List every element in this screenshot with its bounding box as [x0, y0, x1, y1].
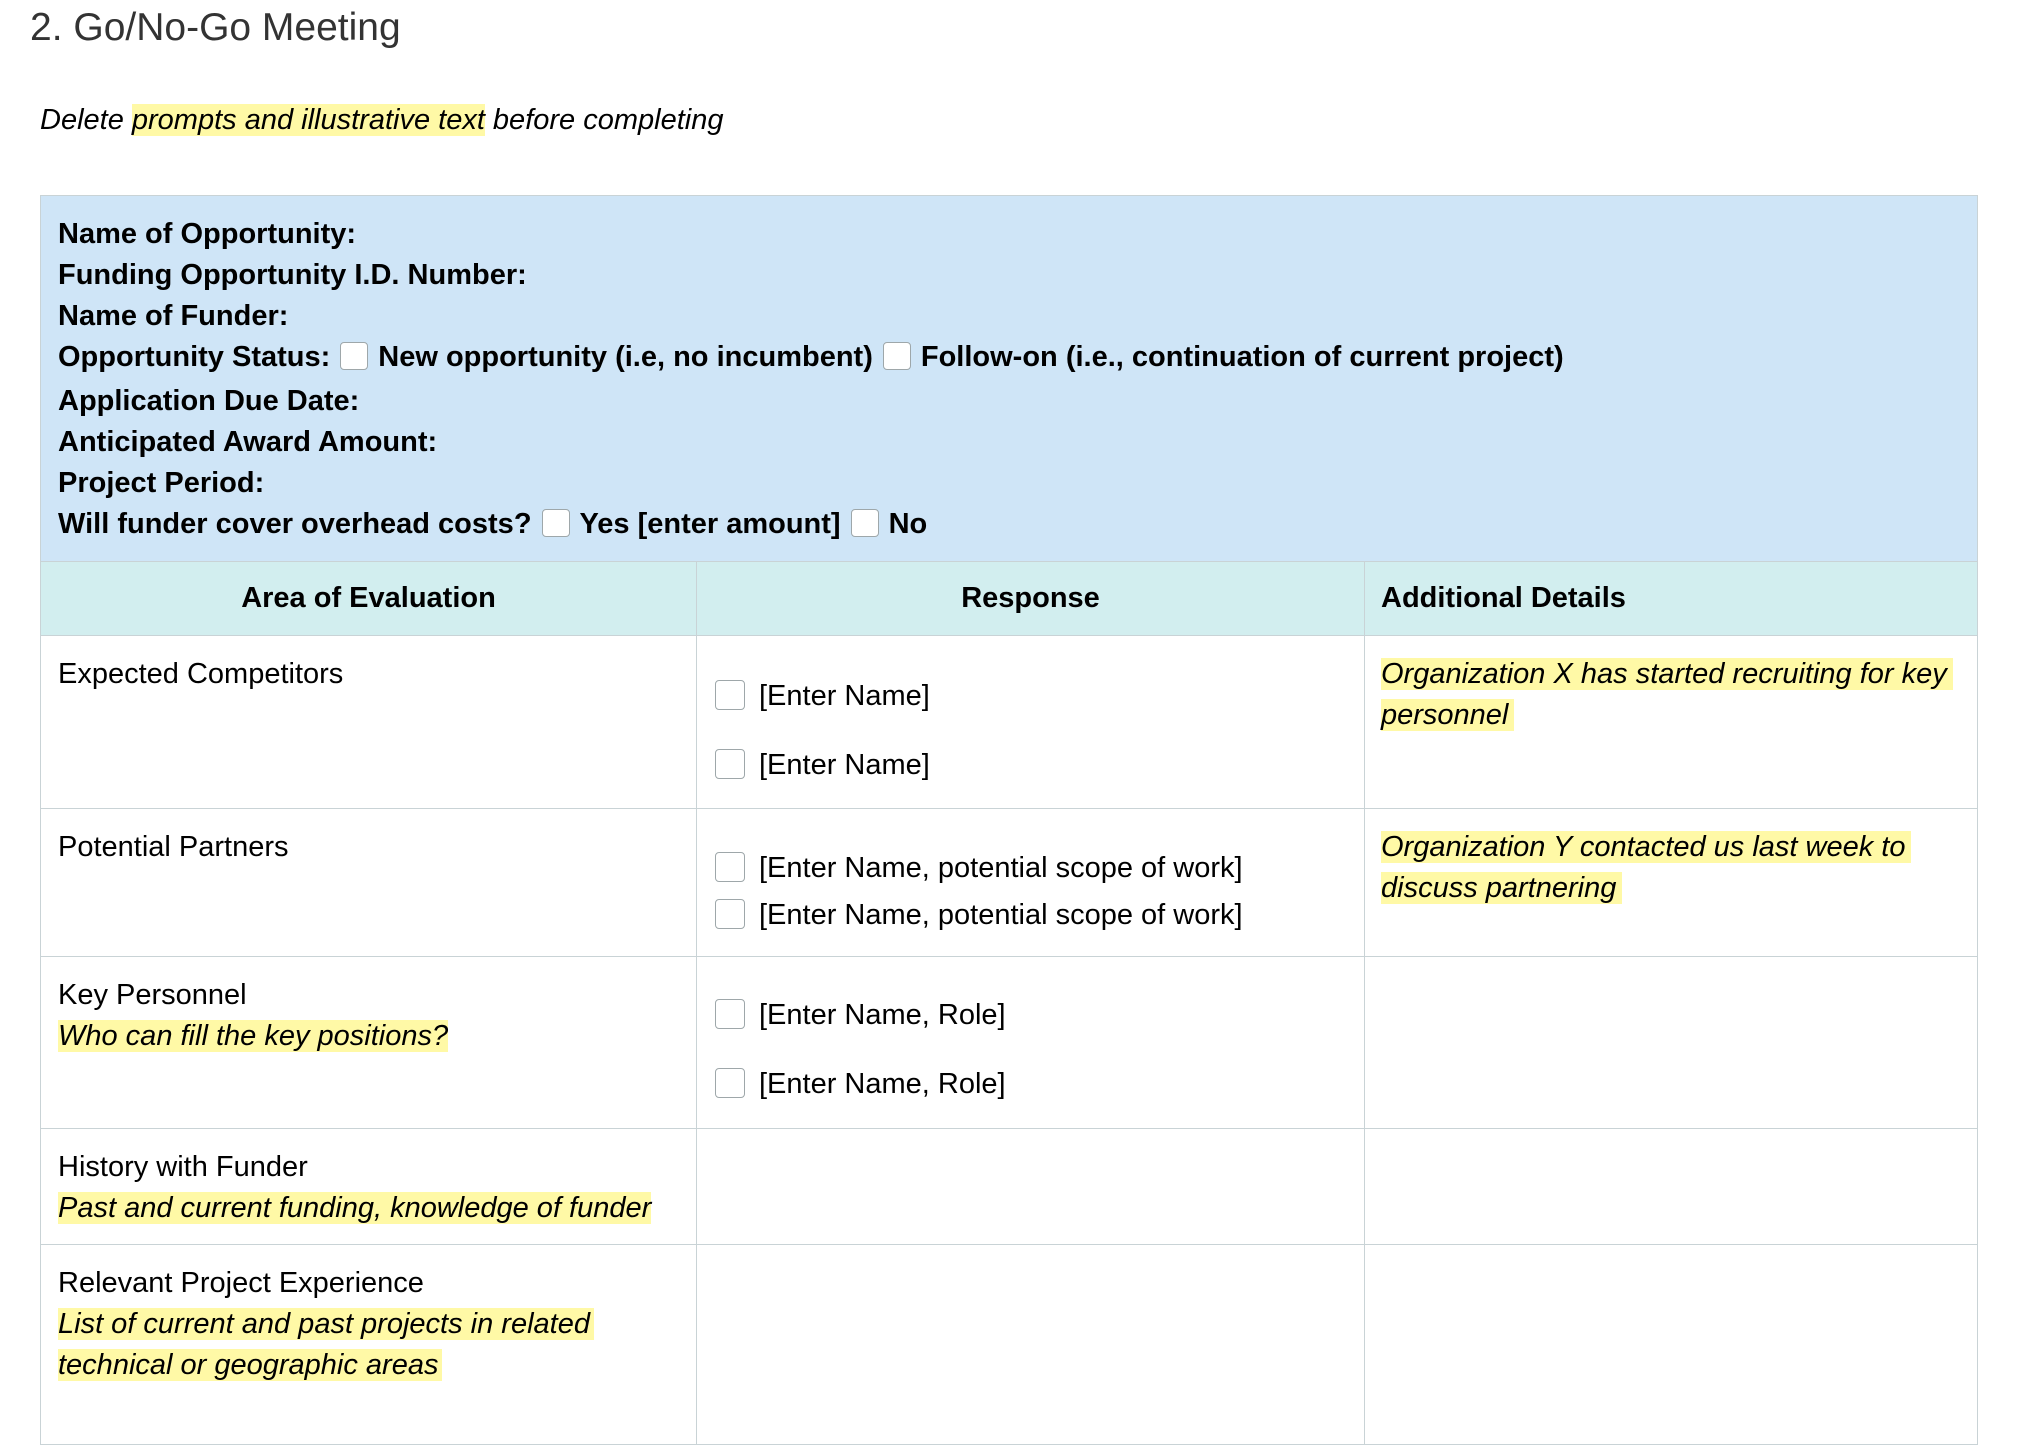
area-prompt-text: Past and current funding, knowledge of funder — [58, 1192, 652, 1224]
response-text[interactable]: [Enter Name] — [759, 749, 930, 781]
details-cell[interactable] — [1365, 1129, 1978, 1245]
project-period-label: Project Period: — [58, 467, 265, 499]
response-checkbox[interactable] — [715, 1068, 745, 1098]
table-row — [41, 957, 1978, 1129]
response-text[interactable]: [Enter Name, Role] — [759, 999, 1006, 1031]
due-date-label: Application Due Date: — [58, 385, 360, 417]
response-text[interactable]: [Enter Name] — [759, 680, 930, 712]
table-row — [41, 636, 1978, 809]
area-title: Key Personnel — [58, 979, 247, 1011]
column-header-response: Response — [697, 562, 1365, 636]
details-cell — [1365, 809, 1978, 957]
overhead-no-checkbox[interactable] — [851, 509, 879, 537]
overhead-yes-checkbox[interactable] — [542, 509, 570, 537]
page-title: 2. Go/No-Go Meeting — [30, 6, 401, 49]
area-prompt — [58, 1188, 680, 1229]
table-row — [41, 1245, 1978, 1445]
opportunity-status-label: Opportunity Status: — [58, 341, 331, 373]
table-row — [41, 809, 1978, 957]
area-cell — [41, 636, 697, 809]
column-header-details: Additional Details — [1365, 562, 1978, 636]
response-item — [715, 1064, 1006, 1105]
response-cell[interactable] — [697, 1245, 1365, 1445]
overhead-label: Will funder cover overhead costs? — [58, 508, 532, 540]
name-of-opportunity-label: Name of Opportunity: — [58, 218, 357, 250]
area-cell — [41, 809, 697, 957]
response-checkbox[interactable] — [715, 899, 745, 929]
details-text: Organization X has started recruiting for key personnel — [1381, 658, 1953, 731]
details-text: Organization Y contacted us last week to discuss partnering — [1381, 831, 1911, 904]
go-no-go-table — [40, 195, 1978, 1445]
instruction-before: Delete — [40, 104, 132, 136]
response-text[interactable]: [Enter Name, Role] — [759, 1068, 1006, 1100]
response-item — [715, 745, 930, 786]
area-cell — [41, 1129, 697, 1245]
overhead-no-label: No — [888, 508, 928, 540]
follow-on-label: Follow-on (i.e., continuation of current project) — [920, 341, 1564, 373]
response-text[interactable]: [Enter Name, potential scope of work] — [759, 899, 1243, 931]
name-of-funder-label: Name of Funder: — [58, 300, 289, 332]
response-cell[interactable] — [697, 1129, 1365, 1245]
details-cell — [1365, 636, 1978, 809]
area-title: History with Funder — [58, 1151, 308, 1183]
new-opportunity-checkbox[interactable] — [340, 342, 368, 370]
response-item — [715, 995, 1006, 1036]
table-row — [41, 1129, 1978, 1245]
area-cell — [41, 1245, 697, 1445]
response-cell — [697, 636, 1365, 809]
response-item — [715, 676, 930, 717]
response-cell — [697, 957, 1365, 1129]
response-checkbox[interactable] — [715, 680, 745, 710]
area-prompt — [58, 1304, 598, 1386]
instruction-text — [40, 104, 723, 137]
response-item — [715, 848, 1243, 889]
response-item — [715, 895, 1243, 936]
area-prompt-text: List of current and past projects in related technical or geographic areas — [58, 1308, 594, 1381]
overhead-line — [58, 504, 1961, 545]
funding-id-label: Funding Opportunity I.D. Number: — [58, 259, 527, 291]
column-header-area: Area of Evaluation — [41, 562, 697, 636]
response-cell — [697, 809, 1365, 957]
area-title: Relevant Project Experience — [58, 1267, 424, 1299]
new-opportunity-label: New opportunity (i.e, no incumbent) — [378, 341, 873, 373]
area-title: Expected Competitors — [58, 658, 344, 690]
instruction-highlight: prompts and illustrative text — [131, 104, 485, 136]
response-checkbox[interactable] — [715, 999, 745, 1029]
award-amount-label: Anticipated Award Amount: — [58, 426, 438, 458]
instruction-after: before completing — [484, 104, 724, 136]
area-title: Potential Partners — [58, 831, 289, 863]
area-cell — [41, 957, 697, 1129]
follow-on-checkbox[interactable] — [883, 342, 911, 370]
overhead-yes-label: Yes [enter amount] — [579, 508, 841, 540]
response-checkbox[interactable] — [715, 852, 745, 882]
opportunity-status-line — [58, 337, 1961, 381]
response-checkbox[interactable] — [715, 749, 745, 779]
opportunity-info-section — [41, 196, 1978, 562]
response-text[interactable]: [Enter Name, potential scope of work] — [759, 852, 1243, 884]
details-cell[interactable] — [1365, 957, 1978, 1129]
details-cell[interactable] — [1365, 1245, 1978, 1445]
area-prompt-text: Who can fill the key positions? — [58, 1020, 449, 1052]
area-prompt — [58, 1016, 680, 1057]
